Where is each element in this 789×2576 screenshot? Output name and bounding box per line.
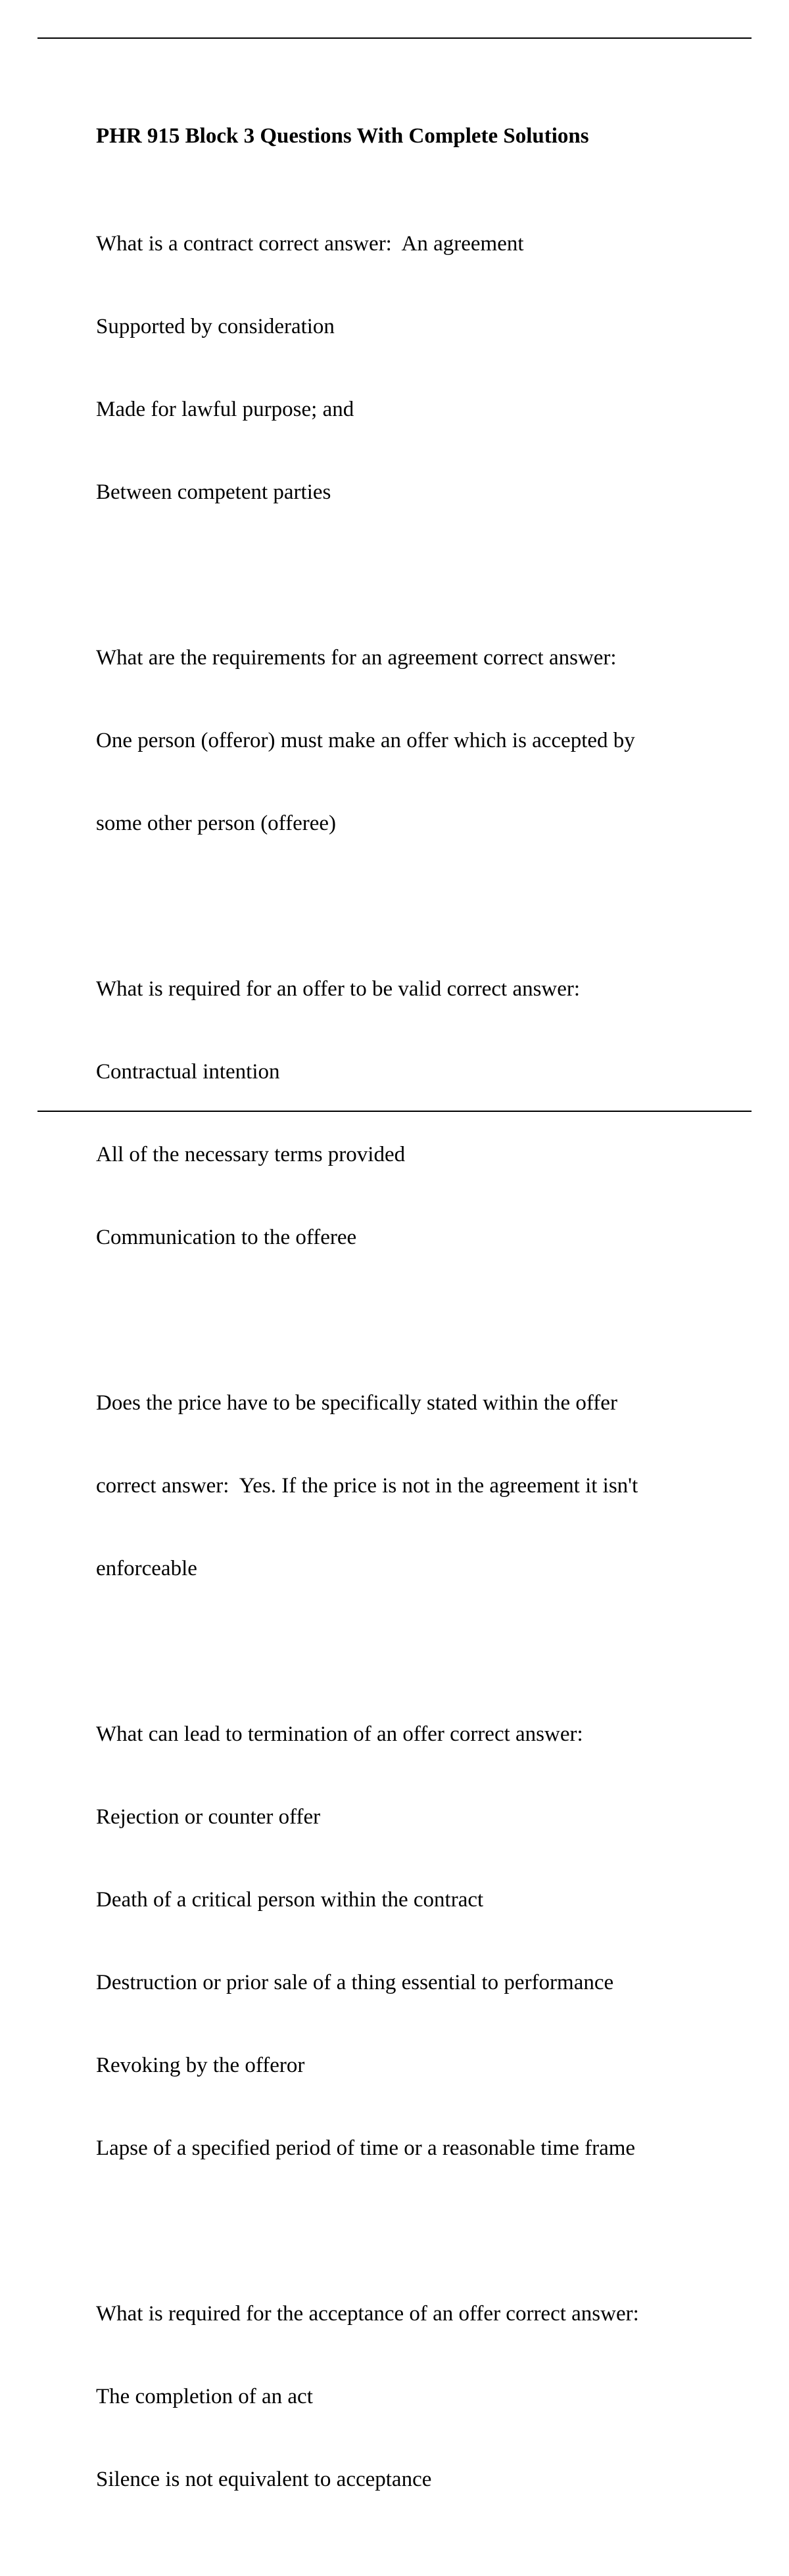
top-horizontal-rule	[37, 37, 752, 39]
question-line: What are the requirements for an agreement correct answer:	[96, 646, 617, 670]
answer-line: Lapse of a specified period of time or a reasonable time frame	[96, 2136, 636, 2160]
answer-line: Supported by consideration	[96, 315, 335, 338]
document-title: PHR 915 Block 3 Questions With Complete Solutions	[96, 124, 589, 148]
answer-line: some other person (offeree)	[96, 812, 336, 835]
answer-line: enforceable	[96, 1557, 197, 1580]
answer-line: Revoking by the offeror	[96, 2054, 305, 2077]
answer-line: Between competent parties	[96, 480, 331, 504]
answer-line: Destruction or prior sale of a thing essential to performance	[96, 1971, 614, 1994]
answer-line: Death of a critical person within the contract	[96, 1888, 484, 1912]
question-line: What can lead to termination of an offer correct answer:	[96, 1722, 583, 1746]
answer-line: One person (offeror) must make an offer which is accepted by	[96, 729, 635, 752]
answer-line: Made for lawful purpose; and	[96, 398, 354, 421]
answer-line: Communication to the offeree	[96, 1226, 357, 1249]
answer-line: Silence is not equivalent to acceptance	[96, 2468, 432, 2491]
bottom-horizontal-rule	[37, 1111, 752, 1112]
question-line: What is required for the acceptance of an offer correct answer:	[96, 2302, 639, 2326]
qa-block	[96, 1334, 727, 1638]
question-line: What is required for an offer to be valid correct answer:	[96, 977, 581, 1001]
qa-block	[96, 1665, 727, 2217]
answer-line: correct answer: Yes. If the price is not in the agreement it isn't	[96, 1474, 638, 1498]
qa-block	[96, 175, 727, 561]
qa-block	[96, 589, 727, 892]
document-body	[96, 122, 727, 2576]
qa-block	[96, 920, 727, 1306]
answer-line: The completion of an act	[96, 2385, 313, 2408]
question-line: Does the price have to be specifically stated within the offer	[96, 1391, 617, 1415]
answer-line: Contractual intention	[96, 1060, 280, 1084]
question-line: What is a contract correct answer: An agreement	[96, 232, 524, 256]
answer-line: All of the necessary terms provided	[96, 1143, 406, 1166]
qa-block	[96, 2245, 727, 2548]
answer-line: Rejection or counter offer	[96, 1805, 321, 1829]
